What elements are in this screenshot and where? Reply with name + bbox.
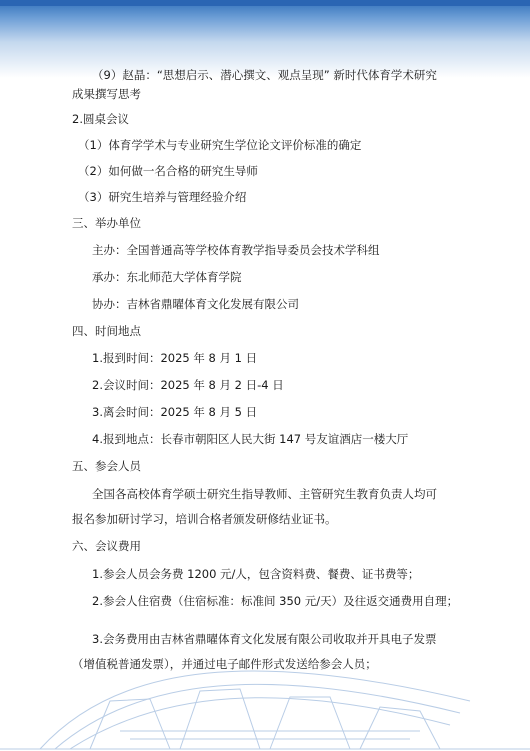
fee-item-2: 2.参会人住宿费（住宿标准：标准间 350 元/天）及往返交通费用自理；	[92, 594, 459, 608]
organizer-co: 协办：吉林省鼎曜体育文化发展有限公司	[92, 297, 299, 311]
fee-item-1: 1.参会人员会务费 1200 元/人，包含资料费、餐费、证书费等；	[92, 567, 420, 581]
fee-item-3-cont: （增值税普通发票），并通过电子邮件形式发送给参会人员；	[72, 657, 377, 671]
roundtable-item-3: （3）研究生培养与管理经验介绍	[78, 190, 247, 204]
time-checkin: 1.报到时间：2025 年 8 月 1 日	[92, 351, 258, 365]
time-meeting: 2.会议时间：2025 年 8 月 2 日-4 日	[92, 378, 284, 392]
fee-item-3: 3.会务费用由吉林省鼎曜体育文化发展有限公司收取并开具电子发票	[92, 632, 437, 646]
attendees-text-1: 全国各高校体育学硕士研究生指导教师、主管研究生教育负责人均可	[92, 487, 437, 501]
checkin-location: 4.报到地点：长春市朝阳区人民大街 147 号友谊酒店一楼大厅	[92, 432, 409, 446]
section-6-heading: 六、会议费用	[72, 539, 141, 553]
section-4-heading: 四、时间地点	[72, 324, 141, 338]
organizer-host: 主办：全国普通高等学校体育教学指导委员会技术学科组	[92, 243, 380, 257]
organizer-undertaker: 承办：东北师范大学体育学院	[92, 270, 242, 284]
section-3-heading: 三、举办单位	[72, 216, 141, 230]
speaker-item-9: （9）赵晶：“思想启示、潜心撰文、观点呈现” 新时代体育学术研究	[92, 68, 437, 82]
roundtable-item-2: （2）如何做一名合格的研究生导师	[78, 164, 258, 178]
stadium-watermark-icon	[0, 641, 530, 751]
roundtable-item-1: （1）体育学学术与专业研究生学位论文评价标准的确定	[78, 138, 362, 152]
header-band	[0, 0, 530, 6]
attendees-text-2: 报名参加研讨学习，培训合格者颁发研修结业证书。	[72, 512, 337, 526]
time-departure: 3.离会时间：2025 年 8 月 5 日	[92, 405, 258, 419]
speaker-item-9-cont: 成果撰写思考	[72, 87, 141, 101]
section-5-heading: 五、参会人员	[72, 459, 141, 473]
section-roundtable: 2.圆桌会议	[72, 112, 129, 126]
